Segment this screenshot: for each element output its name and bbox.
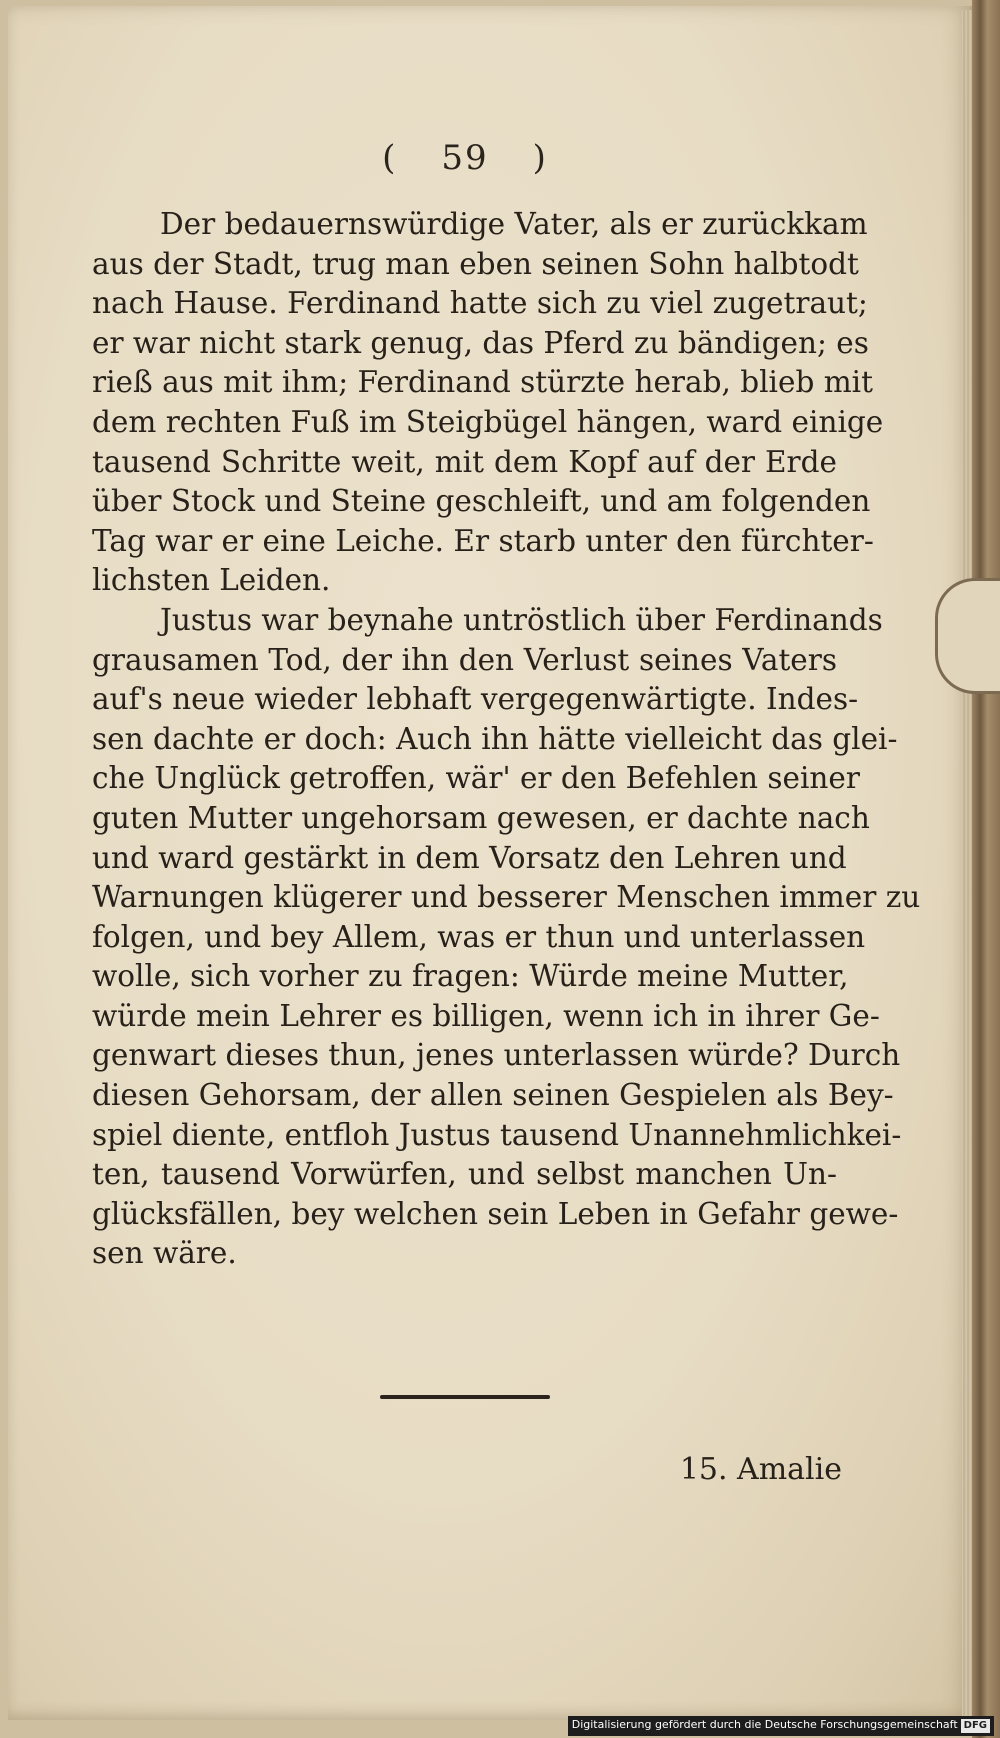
text-line: ten, tausend Vorwürfen, und selbst manchen Un-: [92, 1157, 837, 1192]
text-line: spiel diente, entfloh Justus tausend Unannehmlichkei-: [92, 1117, 902, 1152]
text-line: aus der Stadt, trug man eben seinen Sohn halbtodt: [92, 246, 859, 281]
page-number-close-paren: ): [532, 138, 548, 178]
text-line: Tag war er eine Leiche. Er starb unter den fürchter-: [92, 523, 874, 558]
text-line: dem rechten Fuß im Steigbügel hängen, ward einige: [92, 404, 884, 439]
text-line: rieß aus mit ihm; Ferdinand stürzte herab, blieb mit: [92, 365, 873, 400]
text-line: grausamen Tod, der ihn den Verlust seines Vaters: [92, 642, 837, 677]
text-line: lichsten Leiden.: [92, 563, 331, 598]
text-line: und ward gestärkt in dem Vorsatz den Lehren und: [92, 840, 847, 875]
catchword: 15. Amalie: [679, 1452, 842, 1487]
book-cover-edge: [972, 0, 1000, 1738]
text-line: wolle, sich vorher zu fragen: Würde meine Mutter,: [92, 959, 849, 994]
text-line: er war nicht stark genug, das Pferd zu bändigen; es: [92, 325, 869, 360]
digitization-credit: [568, 1716, 994, 1736]
page-number-value: 59: [441, 138, 489, 178]
text-line: folgen, und bey Allem, was er thun und unterlassen: [92, 919, 866, 954]
dfg-logo-icon: DFG: [961, 1719, 990, 1733]
digitization-credit-text: Digitalisierung gefördert durch die Deutsche Forschungsgemeinschaft: [571, 1718, 958, 1731]
text-line: sen dachte er doch: Auch ihn hätte vielleicht das glei-: [92, 721, 898, 756]
text-line: diesen Gehorsam, der allen seinen Gespielen als Bey-: [92, 1078, 894, 1113]
text-line: sen wäre.: [92, 1236, 237, 1271]
text-line: nach Hause. Ferdinand hatte sich zu viel zugetraut;: [92, 286, 868, 321]
page-number: [0, 138, 930, 178]
section-divider-rule: [380, 1395, 550, 1399]
text-line: würde mein Lehrer es billigen, wenn ich in ihrer Ge-: [92, 998, 880, 1033]
text-line: tausend Schritte weit, mit dem Kopf auf der Erde: [92, 444, 837, 479]
text-line: Warnungen klügerer und besserer Menschen immer zu: [92, 880, 921, 915]
text-line: über Stock und Steine geschleift, und am folgenden: [92, 484, 871, 519]
page-number-open-paren: (: [382, 138, 398, 178]
text-line: Justus war beynahe untröstlich über Ferdinands: [160, 602, 883, 637]
text-line: genwart dieses thun, jenes unterlassen würde? Durch: [92, 1038, 901, 1073]
body-text: [92, 205, 921, 1274]
text-line: guten Mutter ungehorsam gewesen, er dachte nach: [92, 800, 870, 835]
text-line: che Unglück getroffen, wär' er den Befehlen seiner: [92, 761, 860, 796]
bookmark-clip: [935, 578, 1000, 694]
text-line: glücksfällen, bey welchen sein Leben in Gefahr gewe-: [92, 1196, 899, 1231]
text-line: Der bedauernswürdige Vater, als er zurückkam: [160, 207, 868, 241]
text-line: auf's neue wieder lebhaft vergegenwärtigte. Indes-: [92, 682, 859, 717]
